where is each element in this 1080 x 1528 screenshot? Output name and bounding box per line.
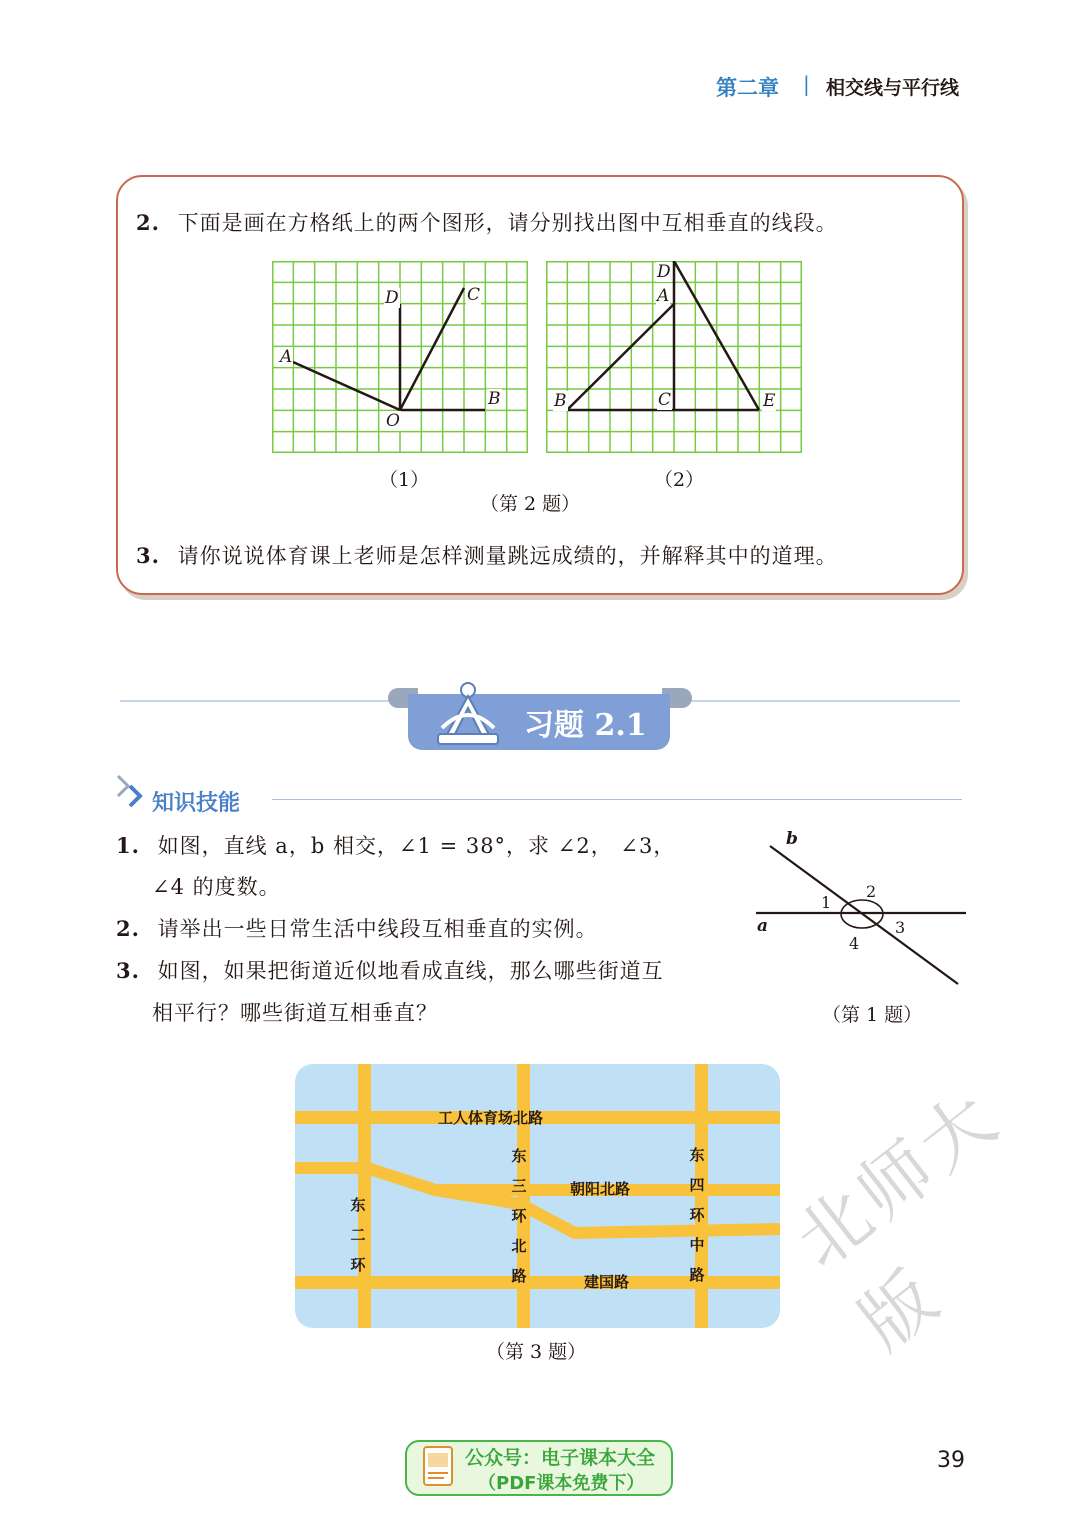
road-label-east-3rd-ring bbox=[511, 1141, 527, 1291]
segment-CO bbox=[400, 288, 464, 410]
road-label-chaoyang: 朝阳北路 bbox=[570, 1180, 631, 1198]
char: 环 bbox=[350, 1256, 366, 1274]
street-map bbox=[295, 1064, 780, 1328]
char: 中 bbox=[689, 1236, 705, 1254]
exercise-3-number: 3. bbox=[116, 958, 140, 983]
exercise-1-caption: （第 1 题） bbox=[822, 1004, 923, 1026]
char: 三 bbox=[511, 1177, 527, 1195]
char: 环 bbox=[511, 1207, 527, 1225]
section-title: 知识技能 bbox=[152, 791, 241, 816]
section-divider bbox=[272, 799, 962, 800]
publisher-watermark: 北师大版 bbox=[779, 1073, 1016, 1366]
angle-1-label: 1 bbox=[821, 893, 832, 912]
fig2-label-B: B bbox=[554, 391, 567, 411]
exercise-2-number: 2. bbox=[116, 916, 140, 941]
fig1-label-B: B bbox=[488, 389, 501, 409]
fig2-label-C: C bbox=[658, 390, 672, 410]
angle-2-label: 2 bbox=[866, 882, 877, 901]
exercise-title: 习题 2.1 bbox=[524, 708, 647, 743]
problem3-number: 3. bbox=[136, 543, 160, 568]
road-label-east-4th-ring bbox=[689, 1140, 705, 1290]
grid-figure-2 bbox=[546, 261, 802, 453]
map-caption: （第 3 题） bbox=[486, 1341, 587, 1363]
exercise-3-line1 bbox=[116, 955, 664, 985]
char: 四 bbox=[689, 1176, 705, 1194]
page-number: 39 bbox=[937, 1448, 965, 1473]
fig1-label-O: O bbox=[386, 411, 400, 431]
exercise-3-line2: 相平行？哪些街道互相垂直？ bbox=[152, 1001, 438, 1025]
fig1-label-C: C bbox=[467, 285, 481, 305]
label-a: a bbox=[757, 916, 769, 936]
angle-4-label: 4 bbox=[849, 934, 860, 953]
problem2 bbox=[136, 207, 838, 237]
header-separator: | bbox=[803, 72, 810, 96]
fig2-label-A: A bbox=[657, 286, 670, 306]
road-label-jianguo: 建国路 bbox=[584, 1273, 630, 1291]
fig2-label-E: E bbox=[763, 391, 776, 411]
compass-icon bbox=[430, 678, 506, 748]
char: 东 bbox=[511, 1147, 527, 1165]
road-label-east-2nd-ring bbox=[350, 1190, 366, 1280]
chevron-right-icon bbox=[114, 772, 154, 812]
char: 路 bbox=[689, 1266, 705, 1284]
book-icon bbox=[420, 1445, 458, 1491]
problem2-number: 2. bbox=[136, 210, 160, 235]
char: 二 bbox=[350, 1226, 366, 1244]
angle-3-label: 3 bbox=[895, 918, 906, 937]
exercise-1-number: 1. bbox=[116, 833, 140, 858]
fig1-label-A: A bbox=[280, 347, 293, 367]
fig2-caption: （2） bbox=[654, 469, 705, 491]
exercise-2-text: 请举出一些日常生活中线段互相垂直的实例。 bbox=[157, 917, 598, 941]
chapter-title: 相交线与平行线 bbox=[826, 77, 960, 99]
char: 东 bbox=[689, 1146, 705, 1164]
char: 东 bbox=[350, 1196, 366, 1214]
footer-line-1: 公众号：电子课本大全 bbox=[465, 1447, 656, 1469]
intersecting-lines-figure bbox=[752, 830, 972, 990]
char: 环 bbox=[689, 1206, 705, 1224]
line-b bbox=[770, 846, 958, 984]
exercise-3-text: 如图，如果把街道近似地看成直线，那么哪些街道互 bbox=[157, 959, 664, 983]
problem2-caption: （第 2 题） bbox=[480, 493, 581, 515]
fig1-caption: （1） bbox=[379, 469, 430, 491]
road-label-gongti: 工人体育场北路 bbox=[438, 1109, 544, 1127]
exercise-1-text: 如图，直线 a，b 相交，∠1 = 38°，求 ∠2， ∠3， bbox=[157, 834, 676, 858]
problem3-text: 请你说说体育课上老师是怎样测量跳远成绩的，并解释其中的道理。 bbox=[177, 544, 838, 568]
footer-line-2: （PDF课本免费下） bbox=[478, 1473, 645, 1494]
problem3 bbox=[136, 540, 838, 570]
segment-AO bbox=[293, 362, 400, 410]
exercise-2 bbox=[116, 913, 598, 943]
char: 北 bbox=[511, 1237, 527, 1255]
chapter-label: 第二章 bbox=[716, 76, 779, 100]
fig2-label-D: D bbox=[657, 262, 671, 282]
char: 路 bbox=[511, 1267, 527, 1285]
fig1-label-D: D bbox=[385, 288, 399, 308]
exercise-1-line2: ∠4 的度数。 bbox=[152, 875, 281, 899]
question-box bbox=[116, 175, 964, 595]
exercise-1-line1 bbox=[116, 830, 675, 860]
problem2-text: 下面是画在方格纸上的两个图形，请分别找出图中互相垂直的线段。 bbox=[177, 211, 838, 235]
label-b: b bbox=[786, 829, 798, 849]
